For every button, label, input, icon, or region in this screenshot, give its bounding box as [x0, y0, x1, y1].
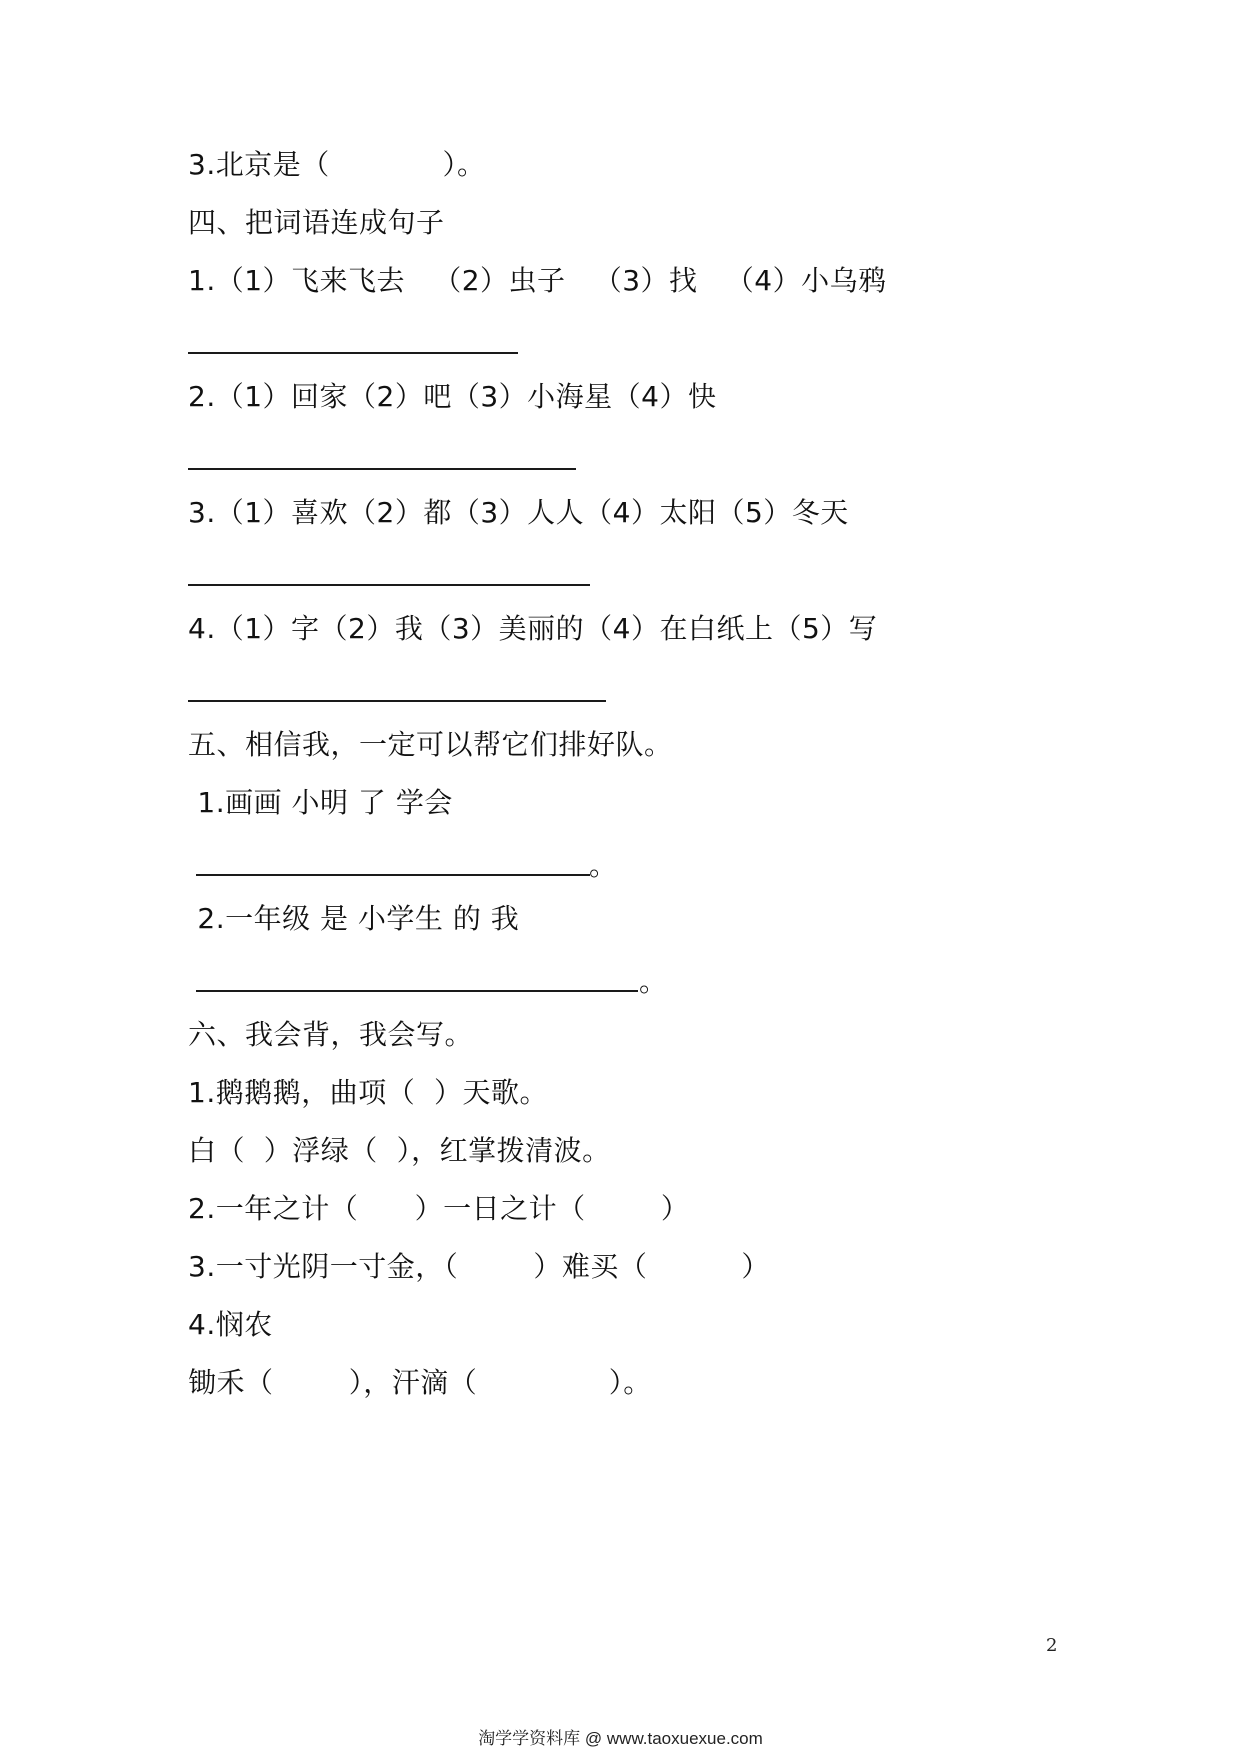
proverb-line-1: 2.一年之计（ ）一日之计（ ）: [188, 1192, 690, 1225]
sentence-item-2: 2.（1）回家（2）吧（3）小海星（4）快: [188, 380, 717, 413]
answer-blank-2[interactable]: [188, 468, 576, 470]
period-mark-2: 。: [639, 965, 668, 998]
question-beijing: 3.北京是（ ）。: [188, 148, 486, 181]
sentence-item-4: 4.（1）字（2）我（3）美丽的（4）在白纸上（5）写: [188, 612, 878, 645]
sentence-item-3: 3.（1）喜欢（2）都（3）人人（4）太阳（5）冬天: [188, 496, 849, 529]
page-number: 2: [1046, 1635, 1058, 1656]
poem-title: 4.悯农: [188, 1308, 273, 1341]
answer-blank-4[interactable]: [188, 700, 606, 702]
section-five-heading: 五、相信我，一定可以帮它们排好队。: [188, 728, 673, 761]
section-four-heading: 四、把词语连成句子: [188, 206, 445, 239]
proverb-line-2: 3.一寸光阴一寸金，（ ）难买（ ）: [188, 1250, 770, 1283]
order-item-2: 2.一年级 是 小学生 的 我: [188, 902, 520, 935]
answer-blank-3[interactable]: [188, 584, 590, 586]
period-mark-1: 。: [589, 849, 618, 882]
order-item-1: 1.画画 小明 了 学会: [188, 786, 453, 819]
footer-watermark: 淘学学资料库 @ www.taoxuexue.com: [478, 1729, 763, 1748]
poem-line-3: 锄禾（ ），汗滴（ ）。: [188, 1366, 652, 1399]
poem-line-2: 白（ ）浮绿（ ），红掌拨清波。: [188, 1134, 611, 1167]
answer-blank-1[interactable]: [188, 352, 518, 354]
sentence-item-1: 1.（1）飞来飞去 （2）虫子 （3）找 （4）小乌鸦: [188, 264, 887, 297]
poem-line-1: 1.鹅鹅鹅，曲项（ ）天歌。: [188, 1076, 549, 1109]
order-blank-1[interactable]: [196, 874, 590, 876]
section-six-heading: 六、我会背，我会写。: [188, 1018, 474, 1051]
order-blank-2[interactable]: [196, 990, 638, 992]
